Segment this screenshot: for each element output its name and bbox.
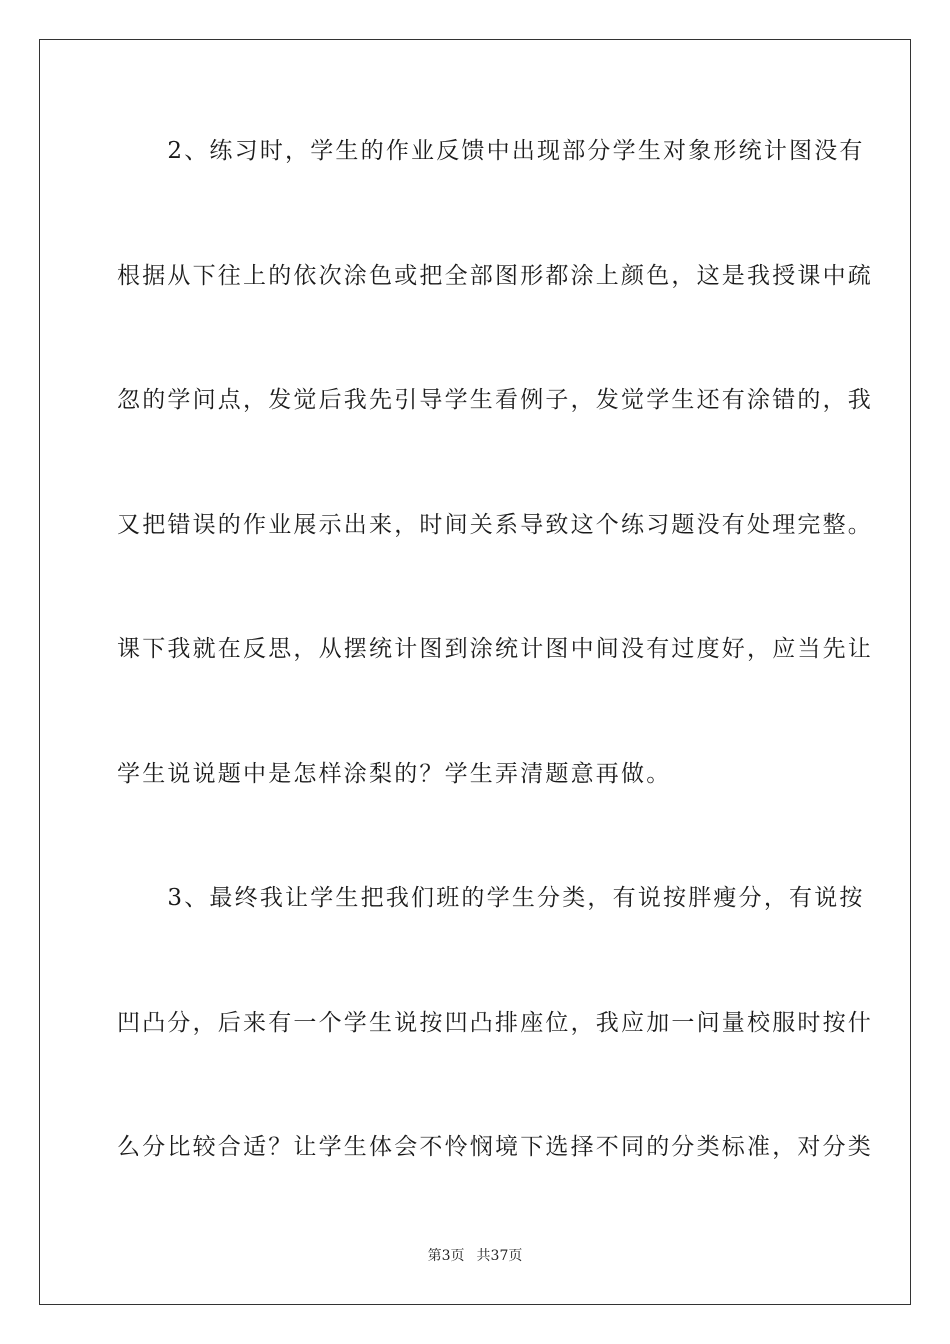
page-border [39,39,911,1305]
paragraph-line: 3、最终我让学生把我们班的学生分类，有说按胖瘦分，有说按 [117,885,865,911]
page-total: 共37页 [476,1248,523,1264]
page-number: 第3页 [427,1248,465,1264]
paragraph-line: 忽的学问点，发觉后我先引导学生看例子，发觉学生还有涂错的，我 [117,387,873,413]
paragraph-line: 凹凸分，后来有一个学生说按凹凸排座位，我应加一问量校服时按什 [117,1010,873,1036]
paragraph-line: 课下我就在反思，从摆统计图到涂统计图中间没有过度好，应当先让 [117,636,873,662]
paragraph-line: 根据从下往上的依次涂色或把全部图形都涂上颜色，这是我授课中疏 [117,263,873,289]
paragraph-line: 么分比较合适？让学生体会不怜悯境下选择不同的分类标准，对分类 [117,1134,873,1160]
paragraph-line: 学生说说题中是怎样涂梨的？学生弄清题意再做。 [117,761,672,787]
paragraph-line: 2、练习时，学生的作业反馈中出现部分学生对象形统计图没有 [117,138,865,164]
page-footer [0,1247,950,1265]
paragraph-line: 又把错误的作业展示出来，时间关系导致这个练习题没有处理完整。 [117,512,873,538]
